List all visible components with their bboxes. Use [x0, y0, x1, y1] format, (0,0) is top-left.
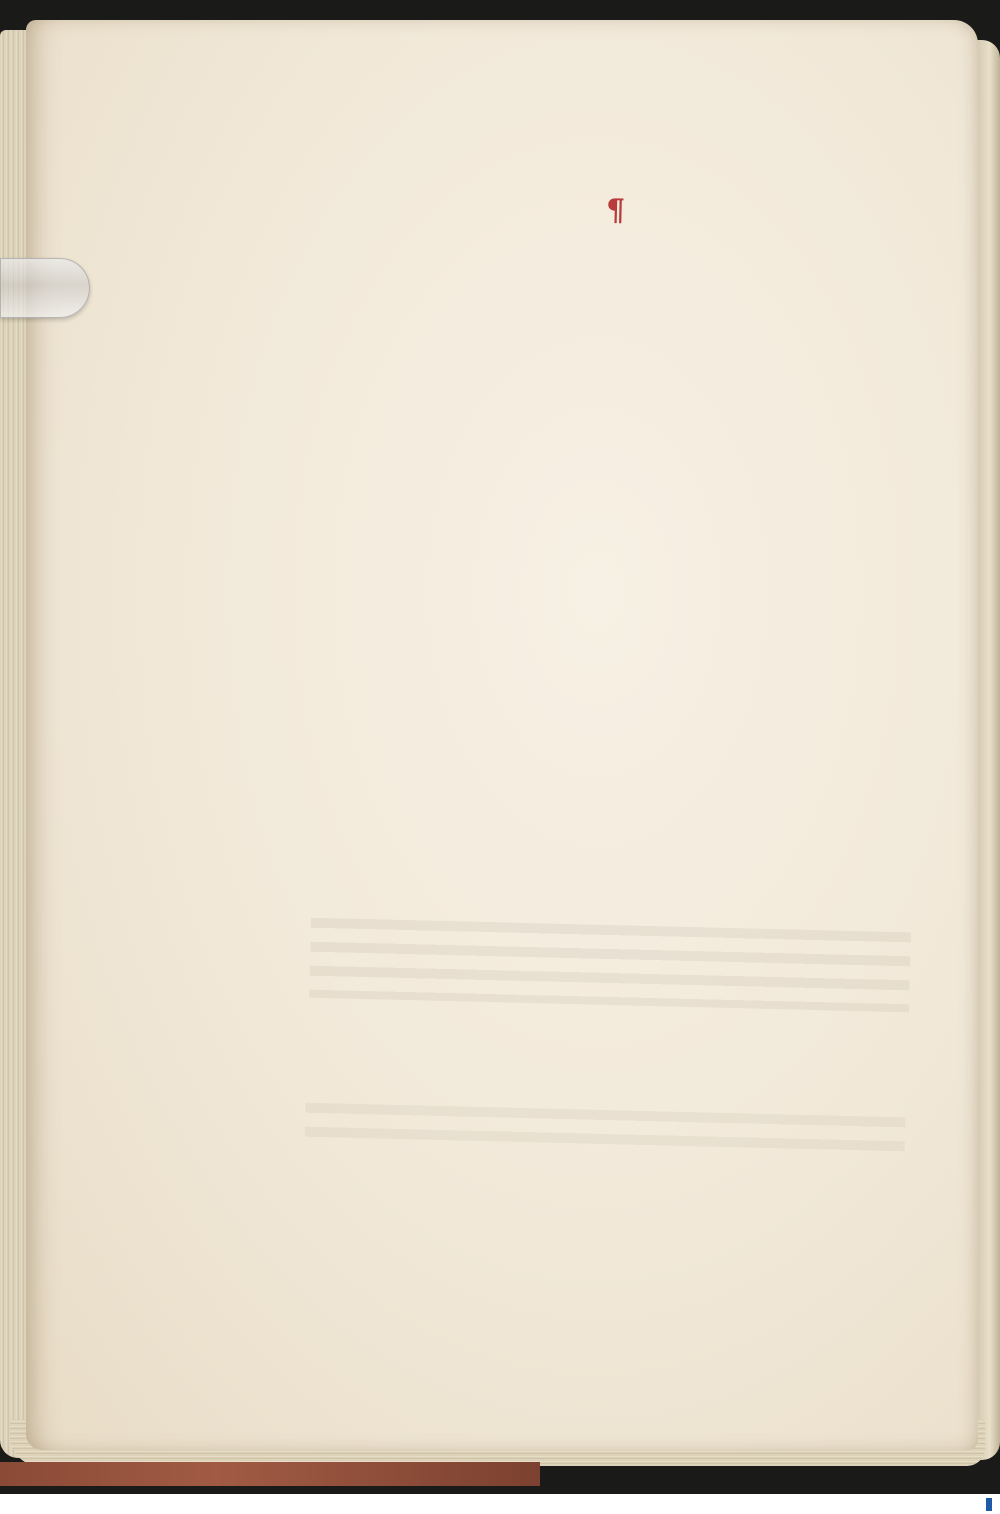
footer-bar: [0, 1494, 1000, 1514]
section-heading: [316, 168, 916, 255]
page-clamp: [0, 258, 90, 318]
text-block: [316, 168, 916, 255]
pilcrow-icon: ¶: [605, 193, 626, 229]
bleed-through: [309, 918, 911, 1013]
binding-leather: [0, 1462, 540, 1486]
dfg-logo-icon: [986, 1498, 992, 1511]
